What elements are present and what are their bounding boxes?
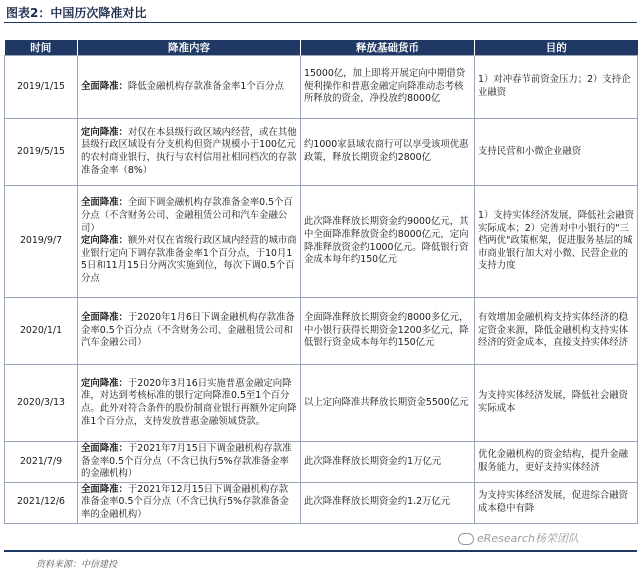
row-release: 全面降准释放长期资金约8000多亿元，中小银行获得长期资金1200多亿元，降低银行资金成本每年约150亿元 <box>301 298 475 365</box>
header-date: 时间 <box>5 40 78 56</box>
header-release: 释放基础货币 <box>301 40 475 56</box>
row-date: 2019/9/7 <box>5 186 78 298</box>
row-date: 2020/3/13 <box>5 365 78 442</box>
source-note: 资料来源：中信建投 <box>36 560 118 570</box>
row-release: 以上定向降准共释放长期资金5500亿元 <box>301 365 475 442</box>
row-release: 此次降准释放长期资金约1.2万亿元 <box>301 482 475 523</box>
cut-detail: 对仅在本县级行政区域内经营，或在其他县级行政区域设有分支机构但资产规模小于100亿元的农村商业银行，执行与农村信用社相同档次的存款准备金率（8%） <box>81 126 297 176</box>
cut-type: 全面降准： <box>81 312 128 324</box>
row-content <box>78 365 301 442</box>
row-content <box>78 442 301 483</box>
wechat-icon <box>458 533 474 545</box>
bottom-divider <box>4 550 637 552</box>
header-purpose: 目的 <box>475 40 638 56</box>
title-divider <box>4 22 637 23</box>
row-content <box>78 298 301 365</box>
table-header-row <box>5 40 638 56</box>
cut-detail: 于2020年3月16日实施普惠金融定向降准，对达到考核标准的银行定向降准0.5至1个百分点。此外对符合条件的股份制商业银行再额外定向降准1个百分点，支持发放普惠金融领域贷款。 <box>81 377 297 427</box>
cut-type: 全面降准： <box>81 443 128 454</box>
rrr-comparison-table <box>4 40 638 524</box>
cut-detail: 于2021年12月15日下调金融机构存款准备金率0.5个百分点（不含已执行5%存款准备金率的金融机构） <box>81 483 289 520</box>
row-release: 此次降准释放长期资金约9000亿元，其中全面降准释放资金约8000亿元，定向降准释放资金约1000亿元。降低银行资金成本每年约150亿元 <box>301 186 475 298</box>
row-date: 2019/1/15 <box>5 56 78 119</box>
row-content <box>78 186 301 298</box>
cut-type: 定向降准： <box>81 126 128 138</box>
row-release: 此次降准释放长期资金约1万亿元 <box>301 442 475 483</box>
cut-type: 全面降准： <box>81 483 128 495</box>
cut-type: 全面降准： <box>81 80 128 92</box>
table-row <box>5 119 638 186</box>
table-row <box>5 186 638 298</box>
row-date: 2021/7/9 <box>5 442 78 483</box>
row-date: 2021/12/6 <box>5 482 78 523</box>
header-content: 降准内容 <box>78 40 301 56</box>
row-purpose: 为支持实体经济发展，降低社会融资实际成本 <box>475 365 638 442</box>
cut-detail: 于2021年7月15日下调金融机构存款准备金率0.5个百分点（不含已执行5%存款准备金率的金融机构） <box>81 443 292 480</box>
table-row <box>5 365 638 442</box>
row-purpose: 1）支持实体经济发展，降低社会融资实际成本；2）完善对中小银行的"三档两优"政策框架，促进服务基层的城市商业银行加大对小微、民营企业的支持力度 <box>475 186 638 298</box>
watermark <box>458 530 579 546</box>
row-purpose: 支持民营和小微企业融资 <box>475 119 638 186</box>
figure-title: 图表2：中国历次降准对比 <box>6 6 147 20</box>
table-row <box>5 298 638 365</box>
cut-type: 定向降准： <box>81 377 128 389</box>
row-purpose: 有效增加金融机构支持实体经济的稳定资金来源，降低金融机构支持实体经济的资金成本，直接支持实体经济 <box>475 298 638 365</box>
cut-detail: 全面下调金融机构存款准备金率0.5个百分点（不含财务公司、金融租赁公司和汽车金融公司） <box>81 197 293 234</box>
cut-type: 定向降准： <box>81 235 128 247</box>
watermark-text: eResearch杨荣团队 <box>477 532 579 545</box>
row-purpose: 优化金融机构的资金结构，提升金融服务能力，更好支持实体经济 <box>475 442 638 483</box>
cut-detail: 于2020年1月6日下调金融机构存款准备金率0.5个百分点（不含财务公司、金融租赁公司和汽车金融公司） <box>81 312 295 349</box>
table-row <box>5 56 638 119</box>
cut-type: 全面降准： <box>81 197 128 209</box>
row-content <box>78 56 301 119</box>
row-release: 约1000家县域农商行可以享受该项优惠政策，释放长期资金约2800亿 <box>301 119 475 186</box>
cut-detail: 额外对仅在省级行政区域内经营的城市商业银行定向下调存款准备金率1个百分点，于10月15日和11月15日分两次实施到位，每次下调0.5个百分点 <box>81 235 297 284</box>
row-purpose: 1）对冲春节前资金压力；2）支持企业融资 <box>475 56 638 119</box>
cut-detail: 降低金融机构存款准备金率1个百分点 <box>127 80 284 92</box>
row-date: 2020/1/1 <box>5 298 78 365</box>
row-content <box>78 119 301 186</box>
table-row <box>5 482 638 523</box>
table-row <box>5 442 638 483</box>
row-date: 2019/5/15 <box>5 119 78 186</box>
row-release: 15000亿，加上即将开展定向中期借贷便利操作和普惠金融定向降准动态考核所释放的资金，净投放约8000亿 <box>301 56 475 119</box>
row-content <box>78 482 301 523</box>
row-purpose: 为支持实体经济发展，促进综合融资成本稳中有降 <box>475 482 638 523</box>
